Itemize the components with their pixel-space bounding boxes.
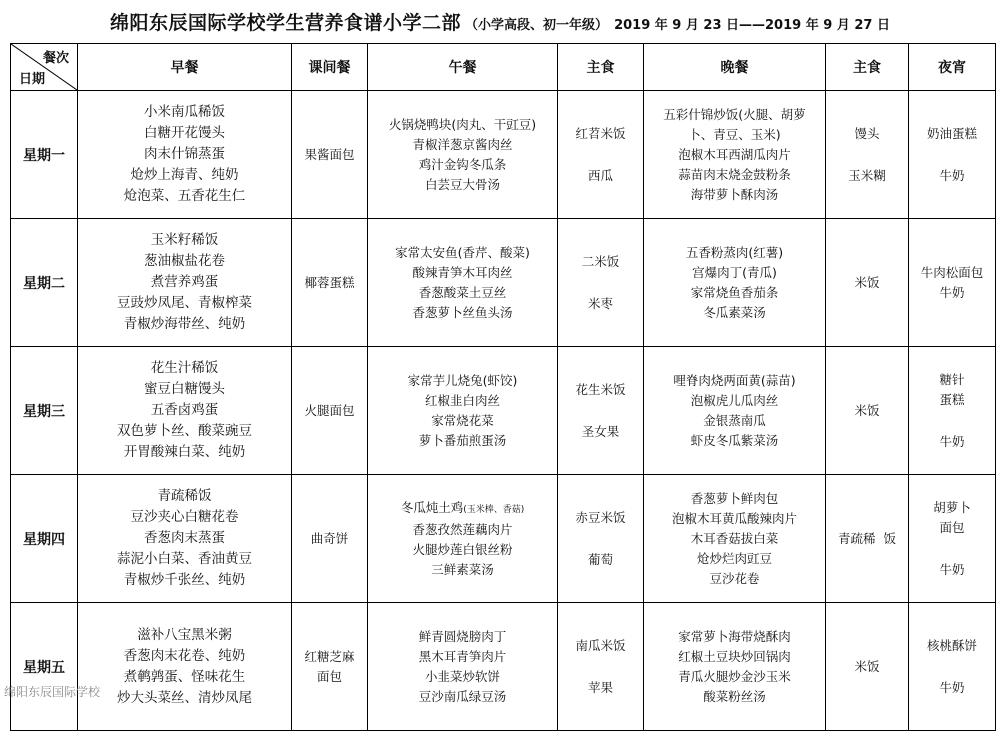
menu-item: 奶油蛋糕 (926, 125, 977, 141)
dinner-cell (644, 603, 826, 731)
day-name: 星期二 (11, 219, 78, 347)
day-name: 星期五 (11, 603, 78, 731)
menu-item: 金银蒸南瓜 (703, 412, 766, 428)
menu-item: 豆沙夹心白糖花卷 (130, 509, 239, 525)
menu-item: 香葱孜然莲藕肉片 (412, 521, 513, 537)
table-row (11, 347, 996, 475)
dinner-cell (644, 91, 826, 219)
menu-item: 红糖芝麻 (304, 648, 355, 664)
menu-item: 滋补八宝黑米粥 (137, 626, 232, 643)
lunch-staple-cell (558, 603, 644, 731)
menu-item: 青瓜火腿炒金沙玉米 (678, 668, 791, 684)
table-row (11, 91, 996, 219)
day-name: 星期一 (11, 91, 78, 219)
lunch-cell (368, 603, 558, 731)
dinner-staple-cell (826, 91, 909, 219)
menu-item: 火腿面包 (304, 402, 355, 418)
menu-item: 蜜豆白糖馒头 (144, 381, 225, 397)
menu-item: 五香卤鸡蛋 (150, 402, 219, 418)
menu-item: 青疏稀 饭 (838, 530, 896, 546)
menu-item: 青椒炒海带丝、纯奶 (123, 316, 246, 332)
table-row (11, 475, 996, 603)
lunch-staple-cell (558, 91, 644, 219)
menu-item: 三鲜素菜汤 (431, 561, 494, 577)
menu-item: 火锅烧鸭块(肉丸、干豇豆) (388, 116, 537, 132)
corner-meal-label: 餐次 (42, 51, 69, 66)
menu-item: 家常萝卜海带烧酥肉 (678, 628, 791, 644)
dinner-cell (644, 347, 826, 475)
header-row (11, 44, 996, 91)
corner-date-label: 日期 (19, 72, 46, 87)
menu-item: 火腿炒莲白银丝粉 (412, 541, 513, 557)
menu-item: 家常芋儿烧兔(虾饺) (407, 372, 518, 388)
menu-item: 鸡汁金钩冬瓜条 (418, 156, 507, 172)
menu-item: 葱油椒盐花卷 (144, 253, 225, 269)
menu-item: 家常烧花菜 (431, 412, 494, 428)
lunch-staple-cell (558, 475, 644, 603)
menu-item: 果酱面包 (304, 146, 355, 162)
menu-item: 哩脊肉烧两面黄(蒜苗) (673, 372, 796, 388)
night-snack-cell (909, 347, 996, 475)
menu-item: 红苕米饭 (575, 125, 626, 141)
menu-item: 面包 (316, 668, 342, 684)
menu-item: 米饭 (854, 274, 880, 290)
day-name: 星期三 (11, 347, 78, 475)
menu-item: 冬瓜素菜汤 (703, 304, 766, 320)
breakfast-cell (78, 475, 292, 603)
menu-item: 炒大头菜丝、清炒凤尾 (117, 689, 252, 706)
menu-item: 米饭 (854, 658, 880, 674)
menu-item: 香葱肉末花卷、纯奶 (123, 647, 246, 664)
breakfast-cell (78, 603, 292, 731)
menu-item: 卜、青豆、玉米) (688, 126, 781, 142)
menu-item: 香葱萝卜鲜肉包 (690, 490, 779, 506)
menu-item: 牛奶 (939, 679, 965, 695)
menu-item: 豆沙花卷 (709, 570, 760, 586)
menu-item: 小米南瓜稀饭 (144, 104, 225, 120)
menu-item: 二米饭 (581, 253, 620, 269)
menu-table (10, 43, 996, 731)
menu-item: 苹果 (587, 679, 613, 695)
watermark: 绵阳东辰国际学校 (4, 685, 101, 699)
menu-item: 玉米糊 (848, 167, 886, 183)
dinner-staple-cell (826, 603, 909, 731)
lunch-staple-cell (558, 219, 644, 347)
lunch-cell (368, 347, 558, 475)
menu-item-main: 冬瓜炖土鸡 (400, 499, 464, 515)
menu-item: 木耳香菇拔白菜 (690, 530, 779, 546)
day-name: 星期四 (11, 475, 78, 603)
menu-item: 牛奶 (939, 433, 965, 449)
menu-item: 五香粉蒸肉(红薯) (685, 244, 784, 260)
menu-item (368, 498, 557, 520)
title-subtitle: （小学高段、初一年级） (465, 18, 609, 33)
menu-item: 米饭 (854, 402, 880, 418)
menu-item: 白糖开花馒头 (144, 125, 225, 141)
menu-item: 豆豉炒凤尾、青椒榨菜 (117, 295, 252, 311)
menu-item: 青椒洋葱京酱肉丝 (412, 136, 513, 152)
snack-cell (292, 475, 368, 603)
menu-item: 花生米饭 (575, 381, 626, 397)
table-row (11, 603, 996, 731)
menu-item: 炝炒上海青、纯奶 (130, 167, 239, 183)
menu-item: 西瓜 (587, 167, 613, 183)
menu-item: 南瓜米饭 (575, 637, 626, 653)
menu-item: 煮营养鸡蛋 (150, 274, 219, 290)
snack-cell (292, 91, 368, 219)
snack-cell (292, 347, 368, 475)
night-snack-cell (909, 91, 996, 219)
snack-cell (292, 219, 368, 347)
menu-item: 宫爆肉丁(青瓜) (692, 264, 777, 280)
menu-item: 馒头 (854, 125, 880, 141)
night-snack-cell (909, 475, 996, 603)
lunch-cell (368, 475, 558, 603)
menu-item: 椰蓉蛋糕 (304, 274, 355, 290)
dinner-staple-cell (826, 475, 909, 603)
menu-item: 肉末什锦蒸蛋 (144, 146, 225, 162)
menu-item: 香葱萝卜丝鱼头汤 (412, 304, 513, 320)
lunch-staple-cell (558, 347, 644, 475)
menu-item-note: (玉米棒、香菇) (463, 504, 525, 515)
menu-item: 萝卜番茄煎蛋汤 (418, 432, 507, 448)
menu-item: 酸菜粉丝汤 (703, 688, 766, 704)
menu-item: 红椒土豆块炒回锅肉 (678, 648, 791, 664)
menu-item: 牛肉松面包 (920, 264, 984, 280)
menu-item: 香葱酸菜土豆丝 (418, 284, 507, 300)
night-snack-cell (909, 219, 996, 347)
header-breakfast: 早餐 (78, 44, 292, 91)
menu-item: 煮鹌鹑蛋、怪味花生 (123, 668, 246, 685)
menu-item: 白芸豆大骨汤 (424, 176, 500, 192)
menu-item: 小韭菜炒软饼 (424, 668, 500, 684)
menu-item: 香葱肉末蒸蛋 (144, 530, 225, 546)
header-dinner-staple: 主食 (826, 44, 909, 91)
menu-item: 牛奶 (939, 167, 965, 183)
menu-item: 家常烧鱼香茄条 (690, 284, 779, 300)
menu-item: 牛奶 (939, 284, 965, 300)
table-row (11, 219, 996, 347)
menu-item: 胡萝卜 (933, 499, 971, 515)
menu-item: 泡椒木耳黄瓜酸辣肉片 (671, 510, 797, 526)
lunch-cell (368, 91, 558, 219)
lunch-cell (368, 219, 558, 347)
menu-item: 青椒炒千张丝、纯奶 (123, 572, 246, 588)
menu-item: 豆沙南瓜绿豆汤 (418, 688, 507, 704)
night-snack-cell (909, 603, 996, 731)
menu-item: 曲奇饼 (310, 530, 349, 546)
menu-item: 糖针 (939, 371, 965, 387)
menu-item: 核桃酥饼 (926, 637, 977, 653)
menu-item: 炝炒烂肉豇豆 (696, 550, 772, 566)
breakfast-cell (78, 91, 292, 219)
dinner-staple-cell (826, 219, 909, 347)
menu-item: 赤豆米饭 (575, 509, 626, 525)
menu-item: 青疏稀饭 (157, 488, 212, 504)
header-night-snack: 夜宵 (909, 44, 996, 91)
snack-cell (292, 603, 368, 731)
dinner-cell (644, 219, 826, 347)
title-main: 绵阳东辰国际学校学生营养食谱小学二部 (110, 12, 462, 34)
menu-item: 海带萝卜酥肉汤 (690, 186, 779, 202)
dinner-cell (644, 475, 826, 603)
menu-item: 炝泡菜、五香花生仁 (123, 188, 246, 204)
menu-item: 泡椒虎儿瓜肉丝 (690, 392, 779, 408)
menu-item: 泡椒木耳西湖瓜肉片 (678, 146, 791, 162)
title-date-range: 2019 年 9 月 23 日——2019 年 9 月 27 日 (614, 18, 890, 33)
menu-item: 蒜泥小白菜、香油黄豆 (117, 551, 252, 567)
menu-item: 花生汁稀饭 (150, 360, 219, 376)
menu-item: 红椒韭白肉丝 (424, 392, 500, 408)
menu-item: 鲜青圆烧膀肉丁 (418, 628, 507, 644)
menu-item: 双色萝卜丝、酸菜豌豆 (117, 423, 252, 439)
menu-item: 圣女果 (581, 423, 620, 439)
page-title (0, 8, 1000, 35)
menu-item: 蛋糕 (939, 391, 965, 407)
header-lunch: 午餐 (368, 44, 558, 91)
menu-item: 米枣 (587, 295, 613, 311)
menu-item: 面包 (939, 519, 965, 535)
header-dinner: 晚餐 (644, 44, 826, 91)
header-snack: 课间餐 (292, 44, 368, 91)
dinner-staple-cell (826, 347, 909, 475)
menu-item: 家常太安鱼(香芹、酸菜) (395, 244, 530, 260)
menu-item: 酸辣青笋木耳肉丝 (412, 264, 513, 280)
menu-item: 蒜苗肉末烧金鼓粉条 (678, 166, 791, 182)
menu-item: 玉米籽稀饭 (150, 232, 219, 248)
menu-item: 虾皮冬瓜紫菜汤 (690, 432, 779, 448)
menu-item: 五彩什锦炒饭(火腿、胡萝 (663, 106, 806, 122)
header-lunch-staple: 主食 (558, 44, 644, 91)
breakfast-cell (78, 219, 292, 347)
menu-item: 开胃酸辣白菜、纯奶 (123, 444, 246, 460)
corner-cell (11, 44, 78, 91)
breakfast-cell (78, 347, 292, 475)
menu-item: 黑木耳青笋肉片 (418, 648, 507, 664)
menu-item: 葡萄 (587, 551, 613, 567)
menu-item: 牛奶 (939, 561, 965, 577)
